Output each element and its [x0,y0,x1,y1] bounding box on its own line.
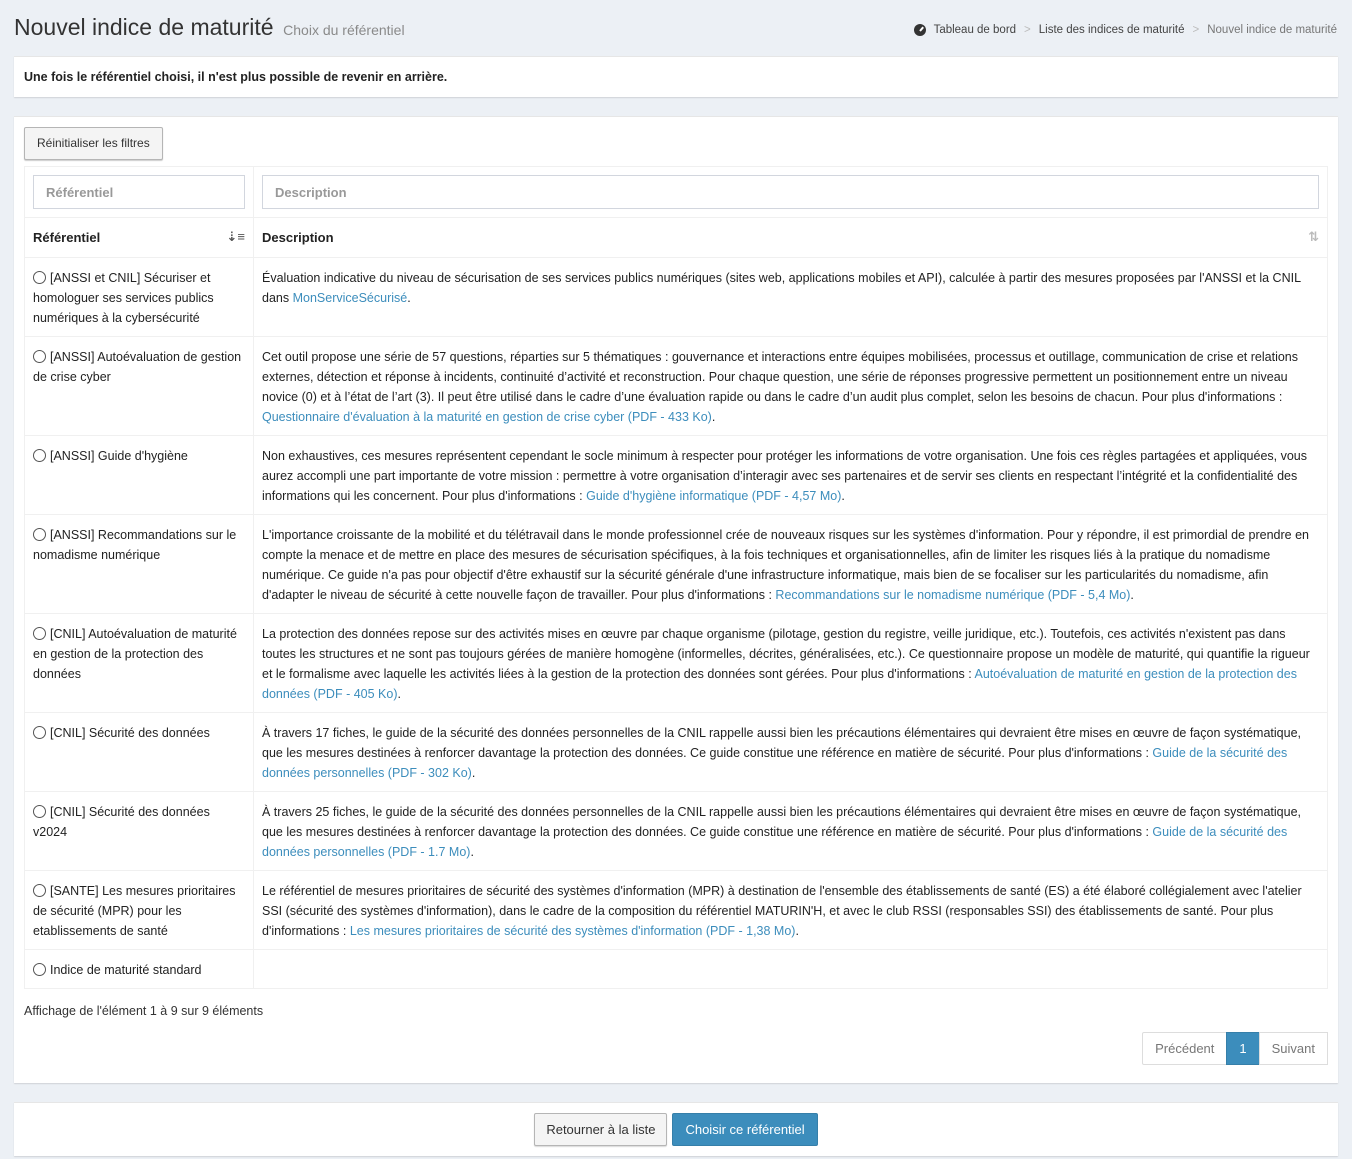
back-to-list-button[interactable]: Retourner à la liste [534,1113,667,1146]
description-text: Non exhaustives, ces mesures représentent cependant le socle minimum à respecter pour protéger les informations de votre organisation. Une fois ces règles partagées et appliquées, vous aurez accompli une part importante de votre mission : permettre à votre organisation d’interagir avec ses partenaires et de servir ses clients en respectant l’intégrité et la confidentialité des informations qui les concernent. Pour plus d'informations : [262,449,1308,503]
description-text: Le référentiel de mesures prioritaires de sécurité des systèmes d'information (MPR) à destination de l'ensemble des établissements de santé (ES) a été élaboré collégialement avec l'atelier SSI (sécurité des systèmes d'information), dans le cadre de la composition du référentiel MATURIN'H, et avec le club RSSI (responsables SSI) des établissements de santé. Pour plus d'informations : [262,884,1302,938]
referential-radio[interactable] [33,449,46,462]
page-title: Nouvel indice de maturité [14,14,274,40]
column-header-ref-label: Référentiel [33,230,101,245]
referential-radio[interactable] [33,884,46,897]
description-cell [254,950,1328,989]
pagination-page-1[interactable]: 1 [1226,1032,1259,1065]
description-text: L'importance croissante de la mobilité et du télétravail dans le monde professionnel crée de nouveaux risques sur les systèmes d'information. Pour y répondre, il est primordial de prendre en compte la menace et de mettre en place des mesures de sécurisation spécifiques, à la fois techniques et organisationnelles, afin de limiter les risques liés à la pratique du nomadisme numérique. Ce guide n'a pas pour objectif d'être exhaustif sur la sécurité générale d'une infrastructure informatique, mais bien de se focaliser sur les particularités du nomadisme, afin d'adapter le niveau de sécurité à cette nouvelle façon de travailler. Pour plus d'informations : [262,528,1309,602]
description-cell [254,515,1328,614]
sort-ascending-icon: ⇣≡ [226,229,245,244]
referential-radio[interactable] [33,627,46,640]
referential-cell [25,950,254,989]
column-header-desc[interactable] [254,218,1328,258]
description-text: La protection des données repose sur des activités mises en œuvre par chaque organisme (pilotage, gestion du registre, veille juridique, etc.). Toutefois, ces activités n'existent pas dans toutes les structures et ne sont pas toujours gérées de manière homogène (informelles, décrites, généralisées, etc.). Ce questionnaire propose un modèle de maturité, qui quantifie la rigueur et le formalisme avec laquelle les activités liées à la gestion de la protection des données sont gérées. Pour plus d'informations : [262,627,1310,681]
table-row[interactable] [25,792,1328,871]
description-link[interactable]: Questionnaire d'évaluation à la maturité en gestion de crise cyber (PDF - 433 Ko) [262,410,712,424]
breadcrumb-home[interactable]: Tableau de bord [933,24,1017,36]
filter-row [25,167,1328,218]
page-subtitle: Choix du référentiel [283,22,405,38]
description-cell [254,337,1328,436]
filter-desc-input[interactable] [262,175,1319,209]
referential-cell [25,713,254,792]
referential-label[interactable]: [CNIL] Autoévaluation de maturité en gestion de la protection des données [33,627,237,681]
description-cell [254,871,1328,950]
table-row[interactable] [25,337,1328,436]
description-link[interactable]: Autoévaluation de maturité en gestion de la protection des données (PDF - 405 Ko) [262,667,1297,701]
warning-text: Une fois le référentiel choisi, il n'est plus possible de revenir en arrière. [24,70,448,84]
reset-filters-button[interactable]: Réinitialiser les filtres [24,127,163,160]
table-row[interactable] [25,515,1328,614]
dashboard-icon [914,24,926,36]
referential-cell [25,337,254,436]
description-cell [254,436,1328,515]
referential-label[interactable]: [ANSSI] Recommandations sur le nomadisme numérique [33,528,237,562]
referential-table [24,166,1328,989]
description-link[interactable]: Recommandations sur le nomadisme numérique (PDF - 5,4 Mo) [775,588,1131,602]
description-tail: . [711,410,716,424]
description-link[interactable]: Les mesures prioritaires de sécurité des systèmes d'information (PDF - 1,38 Mo) [349,924,796,938]
description-link[interactable]: Guide de la sécurité des données personnelles (PDF - 302 Ko) [262,746,1288,780]
footer-box [14,1102,1338,1156]
table-row[interactable] [25,950,1328,989]
referential-radio[interactable] [33,805,46,818]
description-cell [254,258,1328,337]
referential-table-box [14,116,1338,1083]
page-header [0,0,1352,56]
description-cell [254,713,1328,792]
description-link[interactable]: Guide d'hygiène informatique (PDF - 4,57 Mo) [586,489,842,503]
referential-cell [25,792,254,871]
description-tail: . [397,687,401,701]
referential-cell [25,436,254,515]
description-tail: . [470,845,474,859]
referential-radio[interactable] [33,963,46,976]
description-text: À travers 17 fiches, le guide de la sécurité des données personnelles de la CNIL rappelle aussi bien les précautions élémentaires qui devraient être mises en œuvre de façon systématique, que les mesures destinées à renforcer davantage la protection des données. Ce guide constitue une référence en matière de sécurité. Pour plus d'informations : [262,726,1302,760]
breadcrumb-current: Nouvel indice de maturité [1207,24,1337,36]
sort-both-icon: ⇅ [1308,229,1319,244]
breadcrumb [914,24,1337,36]
description-text: Évaluation indicative du niveau de sécurisation de ses services publics numériques (sites web, applications mobiles et API), calculée à partir des mesures proposées par l'ANSSI et la CNIL dans [262,271,1301,305]
referential-label[interactable]: [CNIL] Sécurité des données v2024 [33,805,210,839]
filter-ref-input[interactable] [33,175,245,209]
description-tail: . [471,766,476,780]
referential-label[interactable]: [ANSSI et CNIL] Sécuriser et homologuer ses services publics numériques à la cybersécurité [33,271,214,325]
breadcrumb-separator: > [1192,24,1200,36]
breadcrumb-list[interactable]: Liste des indices de maturité [1038,24,1185,36]
column-header-ref[interactable] [25,218,254,258]
description-tail: . [795,924,799,938]
referential-label[interactable]: Indice de maturité standard [50,963,202,977]
referential-cell [25,871,254,950]
description-tail: . [407,291,411,305]
description-text: Cet outil propose une série de 57 questions, réparties sur 5 thématiques : gouvernance et interactions entre équipes mobilisées, processus et outillage, communication de crise et relations externes, détection et réponse à incidents, continuité d’activité et reconstruction. Pour chaque question, une série de réponses progressive permettent un positionnement entre un niveau novice (0) et à l’état de l’art (3). Il peut être utilisé dans le cadre d’une évaluation rapide ou dans le cadre d’un audit plus complet, selon les besoins de chacun. Pour plus d'informations : [262,350,1298,404]
referential-radio[interactable] [33,726,46,739]
description-link[interactable]: Guide de la sécurité des données personnelles (PDF - 1.7 Mo) [262,825,1288,859]
referential-label[interactable]: [ANSSI] Autoévaluation de gestion de crise cyber [33,350,242,384]
table-row[interactable] [25,713,1328,792]
referential-cell [25,515,254,614]
description-text: À travers 25 fiches, le guide de la sécurité des données personnelles de la CNIL rappelle aussi bien les précautions élémentaires qui devraient être mises en œuvre de façon systématique, que les mesures destinées à renforcer davantage la protection des données. Ce guide constitue une référence en matière de sécurité. Pour plus d'informations : [262,805,1302,839]
pagination-previous[interactable]: Précédent [1142,1032,1227,1065]
warning-box [14,56,1338,97]
table-row[interactable] [25,614,1328,713]
choose-referential-button[interactable]: Choisir ce référentiel [672,1113,817,1146]
header-row [25,218,1328,258]
pagination-next[interactable]: Suivant [1259,1032,1328,1065]
referential-label[interactable]: [SANTE] Les mesures prioritaires de sécurité (MPR) pour les etablissements de santé [33,884,236,938]
table-body [25,258,1328,989]
description-link[interactable]: MonServiceSécurisé [292,291,408,305]
description-cell [254,792,1328,871]
description-tail: . [1130,588,1134,602]
table-row[interactable] [25,871,1328,950]
referential-label[interactable]: [ANSSI] Guide d'hygiène [50,449,188,463]
referential-radio[interactable] [33,350,46,363]
referential-radio[interactable] [33,528,46,541]
referential-cell [25,258,254,337]
pagination [24,1032,1328,1065]
breadcrumb-separator: > [1024,24,1031,36]
referential-label[interactable]: [CNIL] Sécurité des données [50,726,210,740]
table-row[interactable] [25,436,1328,515]
filter-cell-ref [25,167,254,218]
table-info: Affichage de l'élément 1 à 9 sur 9 éléments [24,1004,264,1018]
referential-radio[interactable] [33,271,46,284]
column-header-desc-label: Description [262,230,334,245]
description-cell [254,614,1328,713]
referential-cell [25,614,254,713]
description-tail: . [841,489,845,503]
filter-cell-desc [254,167,1328,218]
table-row[interactable] [25,258,1328,337]
